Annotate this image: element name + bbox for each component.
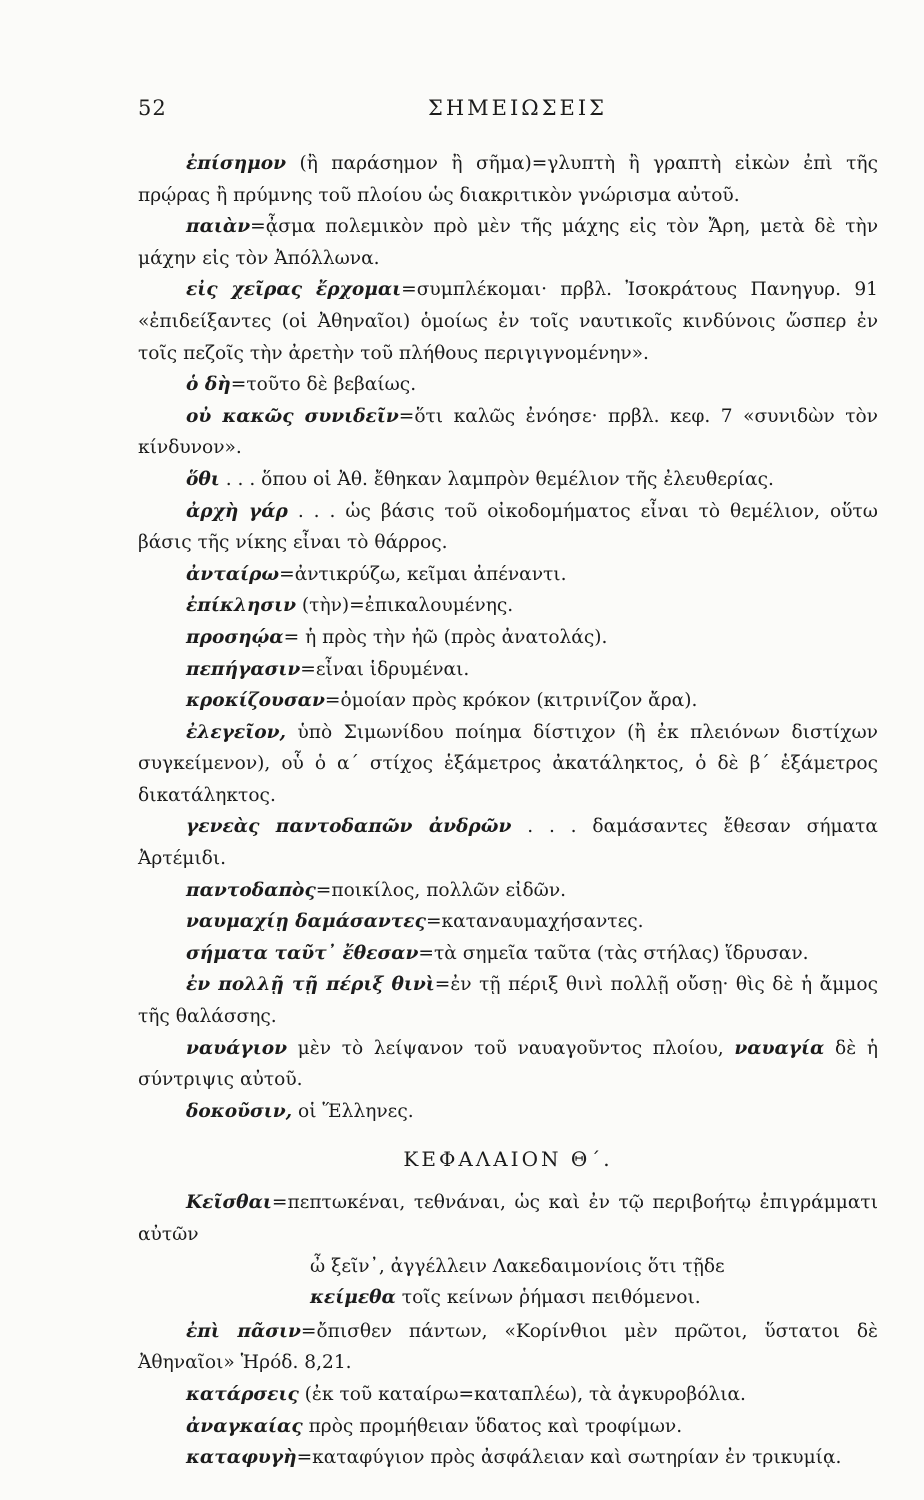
note-text: (ἐκ τοῦ καταίρω=καταπλέω), τὰ ἀγκυροβόλια. <box>298 1383 746 1405</box>
note-text: οἱ Ἕλληνες. <box>292 1100 414 1122</box>
note-text: (ἢ παράσημον ἢ σῆμα)=γλυπτὴ ἢ γραπτὴ εἰκὼν ἐπὶ τῆς πρῴρας ἢ πρύμνης τοῦ πλοίου ὡς διακριτικὸν γνώρισμα αὐτοῦ. <box>138 153 878 206</box>
note-term: ἐπίκλησιν <box>186 595 297 617</box>
note-text: . . . ὡς βάσις τοῦ οἰκοδομήματος εἶναι τὸ θεμέλιον, οὕτω βάσις τῆς νίκης εἶναι τὸ θάρρος. <box>138 500 878 554</box>
note-text: = ἡ πρὸς τὴν ἠῶ (πρὸς ἀνατολάς). <box>283 626 608 648</box>
running-title: ΣΗΜΕΙΩΣΕΙΣ <box>428 96 608 120</box>
note-entry <box>138 590 878 622</box>
epigram-term: κείμεθα <box>310 1287 396 1309</box>
note-entry <box>138 875 878 907</box>
note-entry <box>138 496 878 559</box>
note-text: =εἶναι ἱδρυμέναι. <box>300 658 470 680</box>
note-term: παντοδαπὸς <box>186 879 316 901</box>
note-term: κροκίζουσαν <box>186 690 325 712</box>
note-entry <box>138 685 878 717</box>
note-term: Κεῖσθαι <box>186 1192 272 1214</box>
note-term: σήματα ταῦτ᾽ ἔθεσαν <box>186 942 419 964</box>
note-term: ἐν πολλῇ τῇ πέριξ θινὶ <box>186 974 435 996</box>
note-text: =ὅτι καλῶς ἐνόησε· πρβλ. κεφ. 7 «συνιδὼν τὸν κίνδυνον». <box>138 405 878 459</box>
note-term: προσηῴα <box>186 626 284 648</box>
note-term: ἀνταίρω <box>186 563 280 585</box>
note-entry <box>138 1379 878 1411</box>
note-entry <box>138 1096 878 1128</box>
note-entry <box>138 1033 878 1096</box>
note-text: ὑπὸ Σιμωνίδου ποίημα δίστιχον (ἢ ἐκ πλειόνων διστίχων συγκείμενον), οὗ ὁ α΄ στίχος ἑξάμετρος ἀκατάληκτος, ὁ δὲ β΄ ἑξάμετρος δικατάληκτος. <box>138 721 878 806</box>
note-term: ναυμαχίῃ δαμάσαντες <box>186 911 426 933</box>
note-text: =ᾆσμα πολεμικὸν πρὸ μὲν τῆς μάχης εἰς τὸν Ἄρη, μετὰ δὲ τὴν μάχην εἰς τὸν Ἀπόλλωνα. <box>138 216 878 269</box>
note-text: (τὴν)=ἐπικαλουμένης. <box>296 595 514 617</box>
note-term: ἐπὶ πᾶσιν <box>186 1320 301 1342</box>
note-entry <box>138 148 878 211</box>
note-term: γενεὰς παντοδαπῶν ἀνδρῶν <box>186 816 512 838</box>
note-term: ναυάγιον <box>186 1037 287 1059</box>
note-term: καταφυγὴ <box>186 1447 297 1469</box>
note-text: =πεπτωκέναι, τεθνάναι, ὡς καὶ ἐν τῷ περιβοήτῳ ἐπιγράμματι αὐτῶν <box>138 1192 878 1245</box>
note-text: πρὸς προμήθειαν ὕδατος καὶ τροφίμων. <box>302 1415 683 1437</box>
note-term: ὁ δὴ <box>186 374 231 396</box>
note-entry <box>138 811 878 874</box>
note-entry <box>138 274 878 369</box>
note-term: ὅθι <box>186 468 220 490</box>
epigram-line: ὦ ξεῖν᾽, ἀγγέλλειν Λακεδαιμονίοις ὅτι τῇδε <box>310 1255 725 1277</box>
note-entry <box>138 1411 878 1443</box>
note-term: κατάρσεις <box>186 1383 299 1405</box>
note-text-secondary: δὲ ἡ σύντριψις αὐτοῦ. <box>138 1037 878 1091</box>
note-text: =ἀντικρύζω, κεῖμαι ἀπέναντι. <box>279 563 567 585</box>
note-text: =ὄπισθεν πάντων, «Κορίνθιοι μὲν πρῶτοι, ὕστατοι δὲ Ἀθηναῖοι» Ἡρόδ. 8,21. <box>138 1320 878 1374</box>
note-term: εἰς χεῖρας ἔρχομαι <box>186 279 402 301</box>
notes-body <box>138 148 878 1474</box>
chapter-heading: ΚΕΦΑΛΑΙΟΝ Θ΄. <box>403 1147 613 1172</box>
note-entry <box>138 906 878 938</box>
note-entry <box>138 211 878 274</box>
note-term-secondary: ναυαγία <box>734 1037 825 1059</box>
note-text: =συμπλέκομαι· πρβλ. Ἰσοκράτους Πανηγυρ. 91 «ἐπιδείξαντες (οἱ Ἀθηναῖοι) ὁμοίως ἐν τοῖς ναυτικοῖς κινδύνοις ὥσπερ ἐν τοῖς πεζοῖς τὴν ἀρετὴν τοῦ πλήθους περιγιγνομένην». <box>138 279 878 364</box>
note-term: ἐλεγεῖον, <box>186 721 286 743</box>
note-entry <box>138 969 878 1032</box>
note-term: παιὰν <box>186 216 251 238</box>
note-text: =καταναυμαχήσαντες. <box>425 911 644 933</box>
note-text: . . . ὅπου οἱ Ἀθ. ἔθηκαν λαμπρὸν θεμέλιον τῆς ἐλευθερίας. <box>219 468 774 490</box>
note-text: =ποικίλος, πολλῶν εἰδῶν. <box>315 879 567 901</box>
note-term: ἀρχὴ γάρ <box>186 500 288 522</box>
note-entry <box>138 1442 878 1474</box>
note-term: οὐ κακῶς συνιδεῖν <box>186 405 399 427</box>
note-term: ἐπίσημον <box>186 153 287 174</box>
note-text: =τὰ σημεῖα ταῦτα (τὰς στήλας) ἵδρυσαν. <box>418 942 809 964</box>
note-term: ἀναγκαίας <box>186 1415 303 1437</box>
chapter-intro-entry <box>138 1187 878 1250</box>
note-entry <box>138 401 878 464</box>
note-text: . . . δαμάσαντες ἔθεσαν σήματα Ἀρτέμιδι. <box>138 816 878 870</box>
note-term: πεπήγασιν <box>186 658 301 680</box>
note-entry <box>138 464 878 496</box>
note-text: μὲν τὸ λείψανον τοῦ ναυαγοῦντος πλοίου, <box>287 1037 735 1059</box>
note-text: =ὁμοίαν πρὸς κρόκον (κιτρινίζον ἄρα). <box>324 690 698 712</box>
note-entry <box>138 369 878 401</box>
note-entry <box>138 622 878 654</box>
note-entry <box>138 559 878 591</box>
epigram-text: τοῖς κείνων ῥήμασι πειθόμενοι. <box>395 1287 701 1309</box>
note-text: =καταφύγιον πρὸς ἀσφάλειαν καὶ σωτηρίαν ἐν τρικυμίᾳ. <box>296 1447 842 1469</box>
note-entry <box>138 717 878 812</box>
note-entry <box>138 938 878 970</box>
epigram-line <box>310 1282 878 1314</box>
page-number: 52 <box>138 96 167 120</box>
note-entry <box>138 1316 878 1379</box>
note-term: δοκοῦσιν, <box>186 1100 293 1122</box>
note-text: =τοῦτο δὲ βεβαίως. <box>230 374 417 396</box>
page-header <box>138 96 878 126</box>
note-entry <box>138 654 878 686</box>
note-text: =ἐν τῇ πέριξ θινὶ πολλῇ οὔσῃ· θὶς δὲ ἡ ἄμμος τῆς θαλάσσης. <box>138 974 878 1028</box>
